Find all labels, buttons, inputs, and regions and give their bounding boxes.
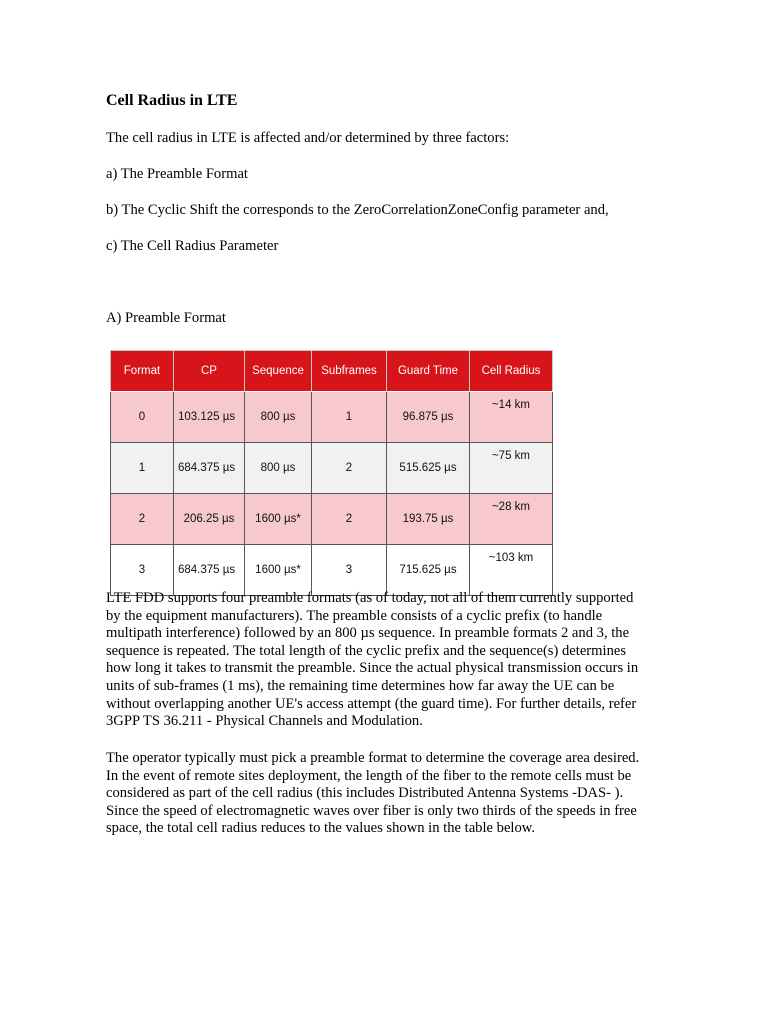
cell-guard-time: 715.625 µs: [387, 545, 470, 596]
factor-a-text: a) The Preamble Format: [106, 166, 248, 182]
cell-format: 1: [111, 443, 174, 494]
preamble-format-table: [110, 350, 553, 596]
header-cell-radius: Cell Radius: [470, 351, 553, 392]
header-format: Format: [111, 351, 174, 392]
cell-subframes: 3: [312, 545, 387, 596]
intro-text: The cell radius in LTE is affected and/or determined by three factors:: [106, 130, 510, 146]
cell-subframes: 1: [312, 392, 387, 443]
paragraph-line: space, the total cell radius reduces to the values shown in the table below.: [106, 820, 536, 837]
header-guard-time: Guard Time: [387, 351, 470, 392]
paragraph-line: units of sub-frames (1 ms), the remaining time determines how far away the UE can be: [106, 677, 615, 694]
cell-cp: 206.25 µs: [174, 494, 245, 545]
paragraph-preamble-formats: [106, 590, 666, 731]
table-row: [111, 443, 553, 494]
cell-sequence: 800 µs: [245, 443, 312, 494]
preamble-format-table-wrapper: [110, 350, 553, 596]
table-header-row: [111, 351, 553, 392]
cell-guard-time: 515.625 µs: [387, 443, 470, 494]
cell-format: 2: [111, 494, 174, 545]
cell-cp: 684.375 µs: [174, 443, 245, 494]
header-cp: CP: [174, 351, 245, 392]
cell-sequence: 800 µs: [245, 392, 312, 443]
section-heading: A) Preamble Format: [106, 310, 226, 326]
paragraph-line: how long it takes to transmit the preamble. Since the actual physical transmission occurs in: [106, 660, 639, 677]
factor-c-text: c) The Cell Radius Parameter: [106, 238, 279, 254]
table-row: [111, 545, 553, 596]
cell-sequence: 1600 µs*: [245, 494, 312, 545]
cell-cp: 684.375 µs: [174, 545, 245, 596]
paragraph-line: sequence is repeated. The total length of the cyclic prefix and the sequence(s) determines: [106, 642, 627, 659]
table-row: [111, 494, 553, 545]
paragraph-line: The operator typically must pick a preamble format to determine the coverage area desired.: [106, 750, 640, 766]
cell-guard-time: 96.875 µs: [387, 392, 470, 443]
paragraph-line: Since the speed of electromagnetic waves over fiber is only two thirds of the speeds in free: [106, 802, 637, 819]
cell-guard-time: 193.75 µs: [387, 494, 470, 545]
paragraph-line: LTE FDD supports four preamble formats (as of today, not all of them currently supported: [106, 590, 634, 606]
cell-cell-radius: ~75 km: [470, 443, 553, 494]
factor-b-text: b) The Cyclic Shift the corresponds to the ZeroCorrelationZoneConfig parameter and,: [106, 202, 609, 218]
header-subframes: Subframes: [312, 351, 387, 392]
cell-subframes: 2: [312, 494, 387, 545]
cell-sequence: 1600 µs*: [245, 545, 312, 596]
header-sequence: Sequence: [245, 351, 312, 392]
paragraph-line: multipath interference) followed by an 800 µs sequence. In preamble formats 2 and 3, the: [106, 625, 630, 642]
paragraph-line: considered as part of the cell radius (this includes Distributed Antenna Systems -DAS- ).: [106, 785, 624, 802]
paragraph-coverage-area: [106, 750, 666, 838]
cell-cell-radius: ~103 km: [470, 545, 553, 596]
cell-format: 0: [111, 392, 174, 443]
paragraph-line: 3GPP TS 36.211 - Physical Channels and Modulation.: [106, 713, 423, 730]
table-row: [111, 392, 553, 443]
document-title: Cell Radius in LTE: [106, 92, 238, 109]
cell-cp: 103.125 µs: [174, 392, 245, 443]
cell-format: 3: [111, 545, 174, 596]
cell-cell-radius: ~28 km: [470, 494, 553, 545]
cell-cell-radius: ~14 km: [470, 392, 553, 443]
paragraph-line: without overlapping another UE's access attempt (the guard time). For further details, refer: [106, 695, 637, 712]
cell-subframes: 2: [312, 443, 387, 494]
paragraph-line: by the equipment manufacturers). The preamble consists of a cyclic prefix (to handle: [106, 607, 603, 624]
paragraph-line: In the event of remote sites deployment, the length of the fiber to the remote cells must be: [106, 767, 632, 784]
